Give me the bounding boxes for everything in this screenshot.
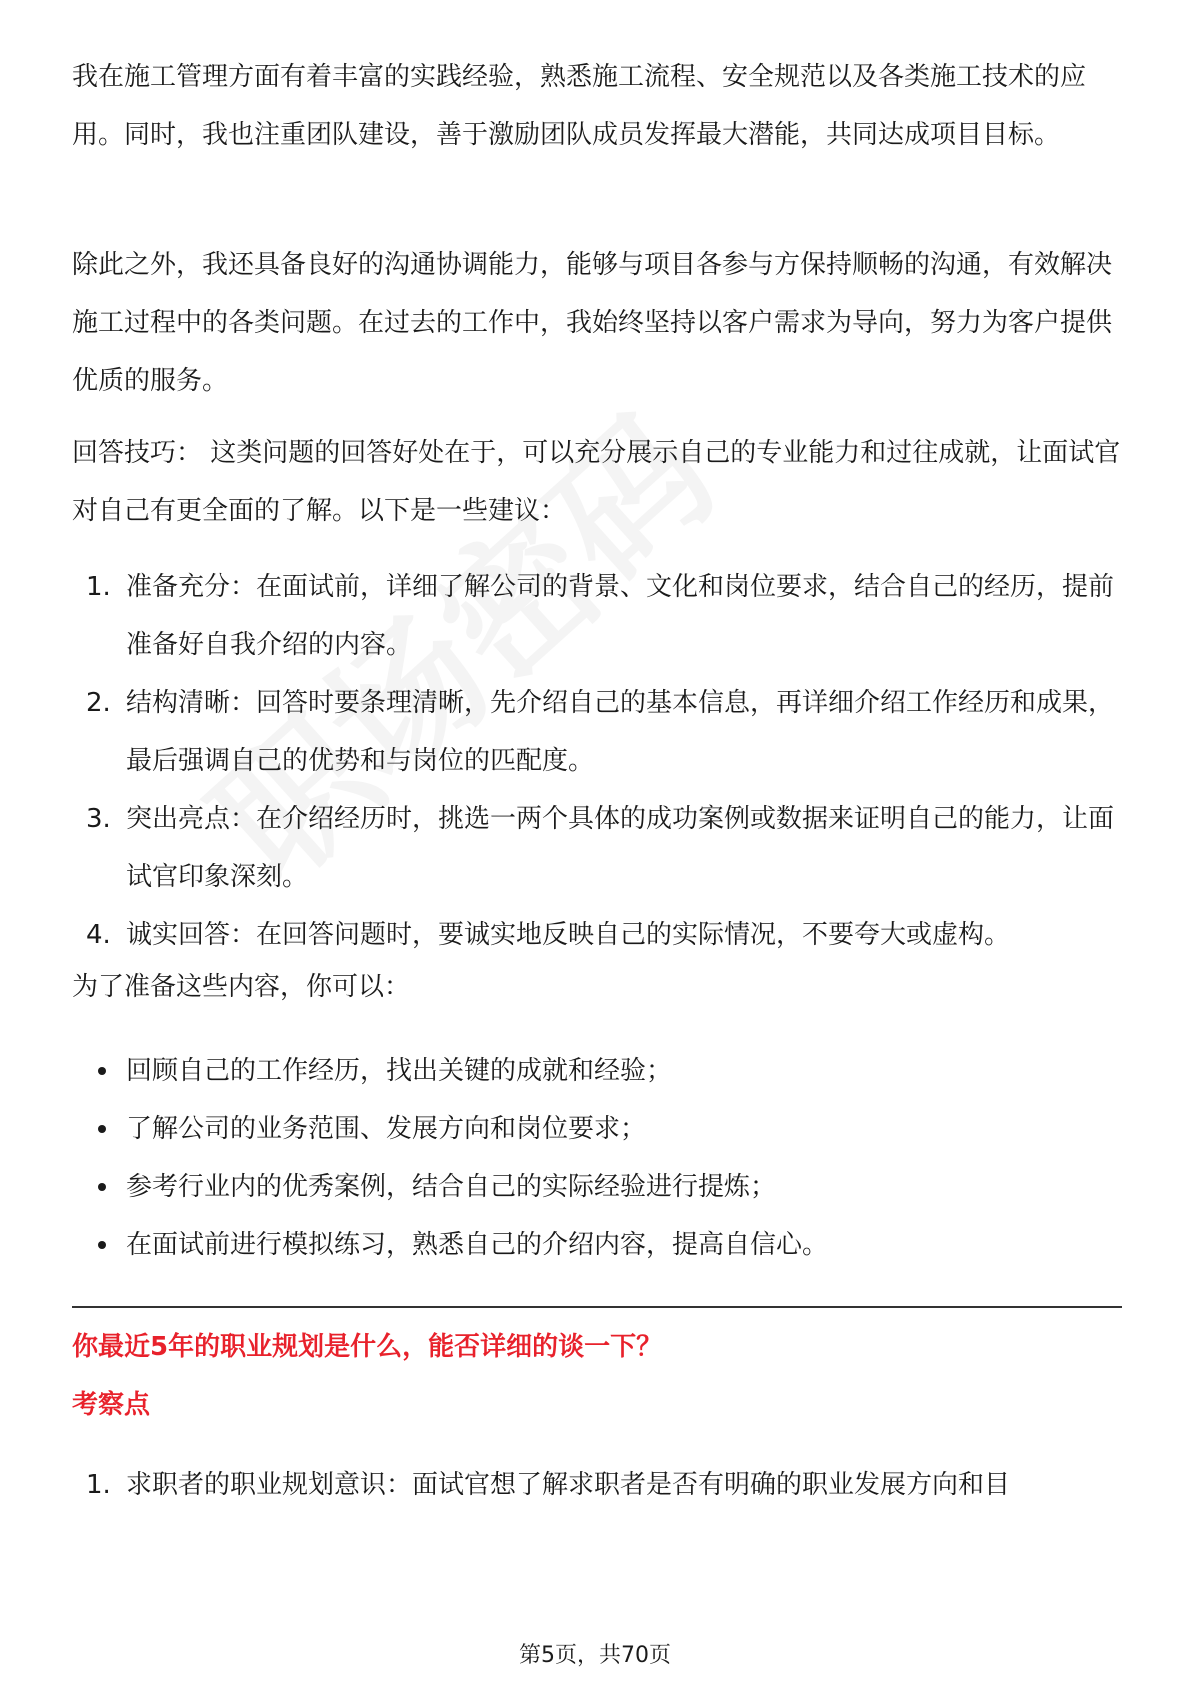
bullet-icon <box>98 1067 106 1075</box>
section-label: 考察点 <box>72 1390 151 1420</box>
list-item <box>72 1216 1122 1274</box>
list-item <box>72 1042 1122 1100</box>
bullet-icon <box>98 1125 106 1133</box>
list-number: 1. <box>86 572 111 602</box>
list-item-text: 在面试前进行模拟练习，熟悉自己的介绍内容，提高自信心。 <box>126 1230 829 1260</box>
page-number: 第5页，共70页 <box>519 1643 671 1668</box>
list-item <box>72 1158 1122 1216</box>
list-item <box>72 1100 1122 1158</box>
list-item-text: 准备充分：在面试前，详细了解公司的背景、文化和岗位要求，结合自己的经历，提前准备好自我介绍的内容。 <box>126 572 1115 660</box>
list-item-text: 回顾自己的工作经历，找出关键的成就和经验； <box>126 1056 673 1086</box>
list-item-text: 求职者的职业规划意识：面试官想了解求职者是否有明确的职业发展方向和目 <box>126 1470 1011 1500</box>
list-item-text: 了解公司的业务范围、发展方向和岗位要求； <box>126 1114 647 1144</box>
list-number: 2. <box>86 688 111 718</box>
paragraph-preparation: 为了准备这些内容，你可以： <box>72 972 411 1002</box>
list-number: 4. <box>86 920 111 950</box>
list-number: 1. <box>86 1470 111 1500</box>
list-item <box>72 906 1122 964</box>
bullet-icon <box>98 1241 106 1249</box>
section-divider <box>72 1306 1122 1308</box>
list-number: 3. <box>86 804 111 834</box>
preparation-bullets <box>72 1042 1122 1274</box>
list-item <box>72 1456 1122 1514</box>
list-item-text: 诚实回答：在回答问题时，要诚实地反映自己的实际情况，不要夸大或虚构。 <box>126 920 1011 950</box>
list-item-text: 突出亮点：在介绍经历时，挑选一两个具体的成功案例或数据来证明自己的能力，让面试官印象深刻。 <box>126 804 1115 892</box>
paragraph-experience: 我在施工管理方面有着丰富的实践经验，熟悉施工流程、安全规范以及各类施工技术的应用。同时，我也注重团队建设，善于激励团队成员发挥最大潜能，共同达成项目目标。 <box>72 62 1087 150</box>
paragraph-communication: 除此之外，我还具备良好的沟通协调能力，能够与项目各参与方保持顺畅的沟通，有效解决施工过程中的各类问题。在过去的工作中，我始终坚持以客户需求为导向，努力为客户提供优质的服务。 <box>72 250 1113 396</box>
tips-list <box>72 558 1122 964</box>
assessment-points <box>72 1456 1122 1514</box>
list-item-text: 参考行业内的优秀案例，结合自己的实际经验进行提炼； <box>126 1172 777 1202</box>
list-item <box>72 674 1122 790</box>
paragraph-answer-tips: 回答技巧： 这类问题的回答好处在于，可以充分展示自己的专业能力和过往成就，让面试官对自己有更全面的了解。以下是一些建议： <box>72 438 1121 526</box>
question-title: 你最近5年的职业规划是什么，能否详细的谈一下？ <box>72 1332 663 1362</box>
list-item <box>72 558 1122 674</box>
list-item <box>72 790 1122 906</box>
bullet-icon <box>98 1183 106 1191</box>
list-item-text: 结构清晰：回答时要条理清晰，先介绍自己的基本信息，再详细介绍工作经历和成果，最后强调自己的优势和与岗位的匹配度。 <box>126 688 1115 776</box>
